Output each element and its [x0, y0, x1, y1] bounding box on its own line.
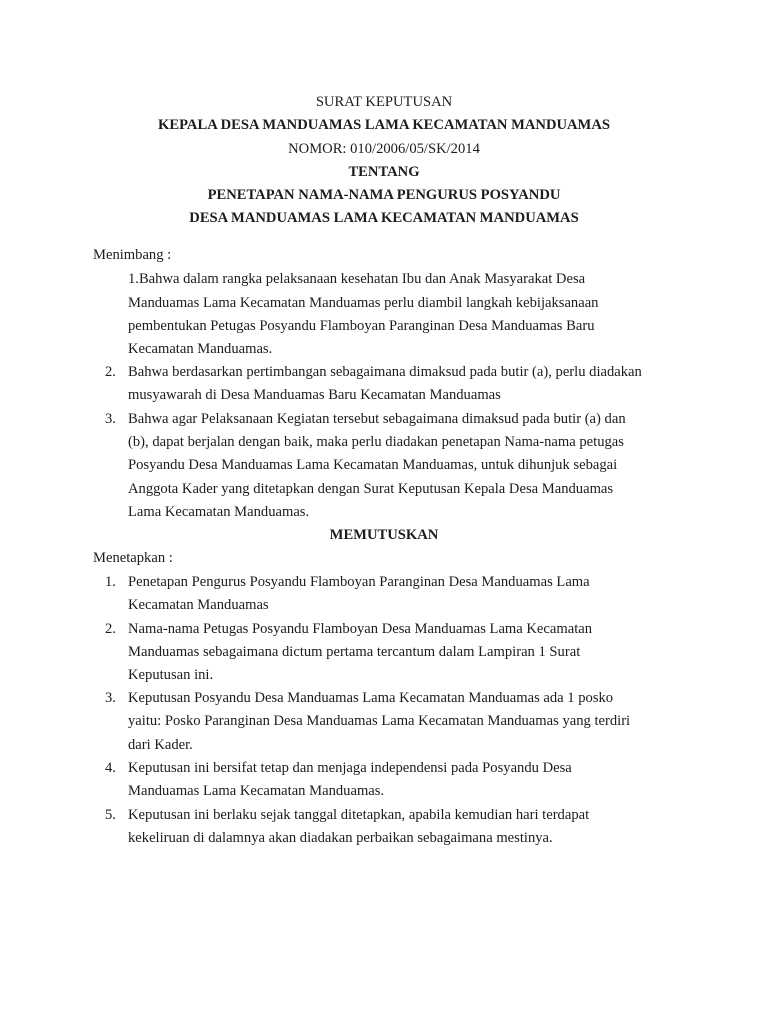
- menimbang-item-2-number: 2.: [105, 364, 116, 380]
- menetapkan-item-2-line-3: Keputusan ini.: [128, 667, 214, 683]
- menetapkan-item-1-number: 1.: [105, 574, 116, 590]
- menetapkan-item-3-line-1: Keputusan Posyandu Desa Manduamas Lama Kecamatan Manduamas ada 1 posko: [128, 690, 614, 706]
- menimbang-item-3-line-5: Lama Kecamatan Manduamas.: [128, 504, 310, 520]
- menetapkan-item-5-line-1: Keputusan ini berlaku sejak tanggal ditetapkan, apabila kemudian hari terdapat: [128, 807, 590, 823]
- menimbang-item-3-number: 3.: [105, 411, 116, 427]
- menetapkan-item-3-line-2: yaitu: Posko Paranginan Desa Manduamas Lama Kecamatan Manduamas yang terdiri: [128, 713, 631, 729]
- menetapkan-item-2-line-1: Nama-nama Petugas Posyandu Flamboyan Desa Manduamas Lama Kecamatan: [128, 621, 593, 637]
- memutuskan-heading: MEMUTUSKAN: [329, 527, 439, 543]
- menetapkan-item-3-line-3: dari Kader.: [128, 737, 193, 753]
- authority-heading: KEPALA DESA MANDUAMAS LAMA KECAMATAN MANDUAMAS: [158, 117, 610, 133]
- menetapkan-item-3-number: 3.: [105, 690, 116, 706]
- subject-line-1: PENETAPAN NAMA-NAMA PENGURUS POSYANDU: [207, 187, 561, 203]
- menimbang-item-3-line-2: (b), dapat berjalan dengan baik, maka perlu diadakan penetapan Nama-nama petugas: [128, 434, 624, 450]
- menetapkan-item-2-line-2: Manduamas sebagaimana dictum pertama tercantum dalam Lampiran 1 Surat: [128, 644, 581, 660]
- menimbang-item-3-line-4: Anggota Kader yang ditetapkan dengan Surat Keputusan Kepala Desa Manduamas: [128, 481, 614, 497]
- menetapkan-item-4-line-2: Manduamas Lama Kecamatan Manduamas.: [128, 783, 385, 799]
- menetapkan-item-5-line-2: kekeliruan di dalamnya akan diadakan perbaikan sebagaimana mestinya.: [128, 830, 553, 846]
- doc-type-heading: SURAT KEPUTUSAN: [315, 94, 453, 110]
- menimbang-item-2-line-2: musyawarah di Desa Manduamas Baru Kecamatan Manduamas: [128, 387, 501, 403]
- menimbang-item-1-number: 1.: [128, 271, 139, 287]
- menetapkan-item-4-number: 4.: [105, 760, 116, 776]
- menimbang-item-1-line-4: Kecamatan Manduamas.: [128, 341, 273, 357]
- menimbang-item-1-line-2: Manduamas Lama Kecamatan Manduamas perlu diambil langkah kebijaksanaan: [128, 295, 599, 311]
- menimbang-item-3-line-3: Posyandu Desa Manduamas Lama Kecamatan Manduamas, untuk dihunjuk sebagai: [128, 457, 618, 473]
- menimbang-item-3-line-1: Bahwa agar Pelaksanaan Kegiatan tersebut sebagaimana dimaksud pada butir (a) dan: [128, 411, 626, 427]
- menetapkan-item-1-line-1: Penetapan Pengurus Posyandu Flamboyan Paranginan Desa Manduamas Lama: [128, 574, 590, 590]
- decree-number: NOMOR: 010/2006/05/SK/2014: [288, 141, 480, 157]
- menetapkan-label: Menetapkan :: [93, 550, 173, 566]
- menimbang-item-1-line-3: pembentukan Petugas Posyandu Flamboyan Paranginan Desa Manduamas Baru: [128, 318, 595, 334]
- menimbang-label: Menimbang :: [93, 247, 172, 263]
- menimbang-item-2-line-1: Bahwa berdasarkan pertimbangan sebagaimana dimaksud pada butir (a), perlu diadakan: [128, 364, 642, 380]
- about-heading: TENTANG: [348, 164, 420, 180]
- subject-line-2: DESA MANDUAMAS LAMA KECAMATAN MANDUAMAS: [189, 210, 579, 226]
- menetapkan-item-2-number: 2.: [105, 621, 116, 637]
- menetapkan-item-4-line-1: Keputusan ini bersifat tetap dan menjaga independensi pada Posyandu Desa: [128, 760, 572, 776]
- menetapkan-item-1-line-2: Kecamatan Manduamas: [128, 597, 269, 613]
- menimbang-item-1-line-1: 1.Bahwa dalam rangka pelaksanaan kesehatan Ibu dan Anak Masyarakat Desa: [128, 271, 586, 287]
- menetapkan-item-5-number: 5.: [105, 807, 116, 823]
